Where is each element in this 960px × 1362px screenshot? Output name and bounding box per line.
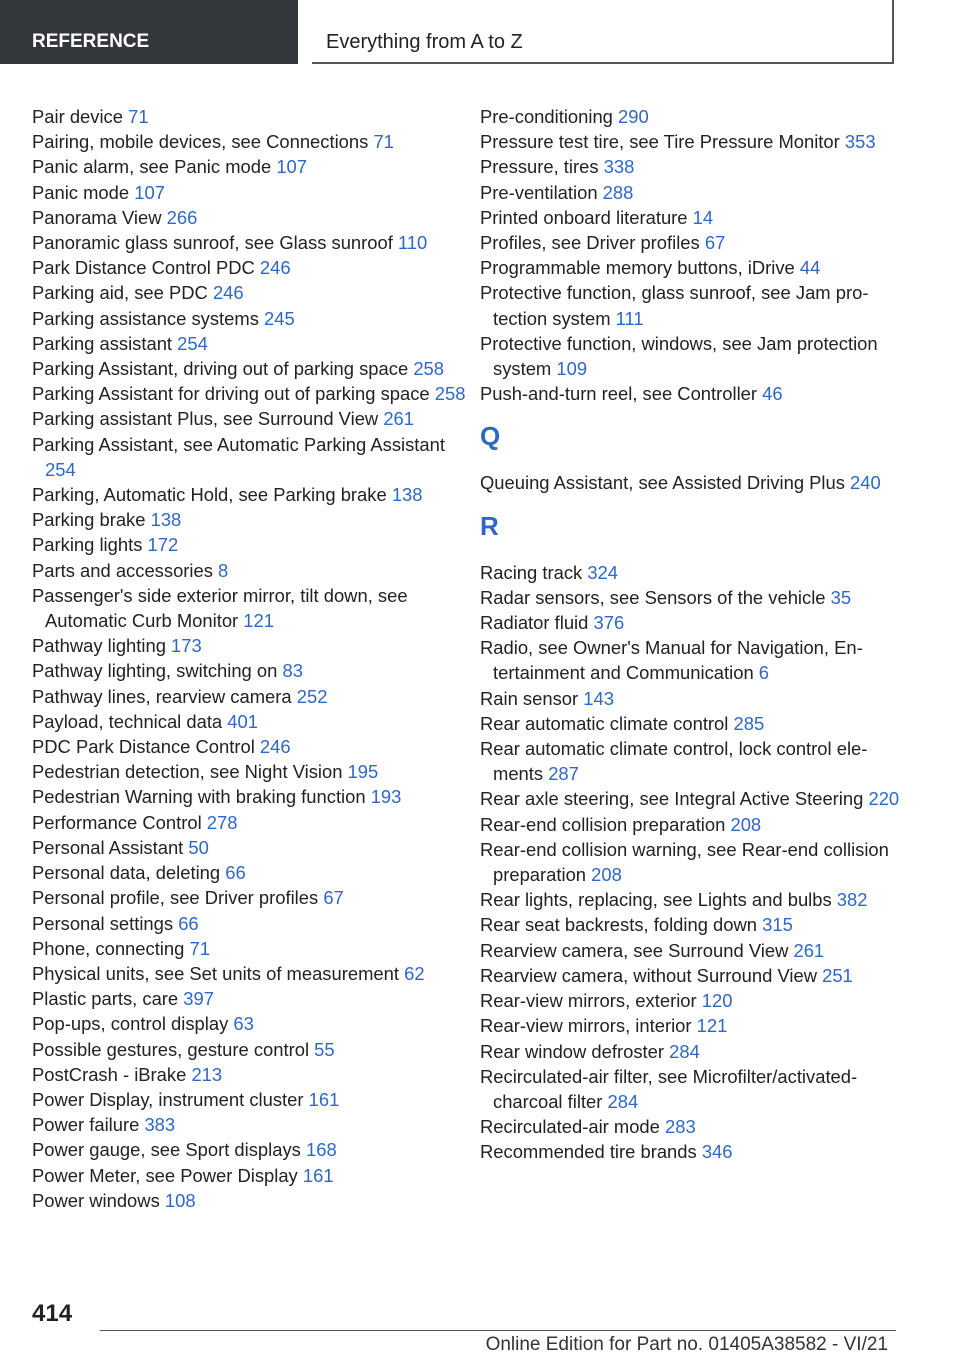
edition-info: Online Edition for Part no. 01405A38582 - VI/21 — [485, 1334, 888, 1355]
index-entry — [480, 812, 900, 837]
index-entry — [480, 786, 900, 811]
index-entry — [32, 280, 472, 305]
index-entry — [32, 1188, 472, 1213]
section-title: REFERENCE — [32, 31, 150, 52]
page-reference-link[interactable]: 246 — [259, 736, 291, 758]
page-reference-link[interactable]: 376 — [593, 612, 625, 634]
index-column-right — [480, 104, 900, 1165]
index-entry-term: Parts and accessories — [32, 559, 219, 581]
page-reference-link[interactable]: 383 — [144, 1114, 176, 1136]
index-entry — [32, 835, 472, 860]
index-entry-term: Rear-end collision warning, see Rear-end collision preparation — [480, 838, 889, 886]
page-reference-link[interactable]: 107 — [276, 156, 307, 178]
page-reference-link[interactable]: 62 — [404, 962, 425, 984]
page-reference-link[interactable]: 245 — [264, 307, 295, 329]
section-tab — [0, 0, 298, 64]
page-reference-link[interactable]: 67 — [704, 232, 726, 254]
index-entry — [480, 280, 900, 330]
index-entry-term: Rear automatic climate control — [480, 712, 734, 734]
footer-divider — [100, 1330, 896, 1331]
page-reference-link[interactable]: 290 — [618, 106, 649, 127]
index-entry-term: Racing track — [480, 561, 588, 583]
page-reference-link[interactable]: 266 — [166, 206, 198, 228]
index-entry — [480, 938, 900, 963]
page-reference-link[interactable]: 168 — [305, 1139, 337, 1161]
index-entry-term: Personal Assistant — [32, 836, 189, 858]
page-reference-link[interactable]: 121 — [243, 610, 274, 632]
index-entry-term: Queuing Assistant, see Assisted Driving Plus — [480, 472, 851, 494]
page-reference-link[interactable]: 346 — [701, 1141, 733, 1163]
page-reference-link[interactable]: 46 — [762, 383, 783, 405]
index-entry — [32, 860, 472, 885]
index-column-left — [32, 104, 472, 1213]
index-entry-term: Pressure test tire, see Tire Pressure Monitor — [480, 131, 845, 153]
index-entry-term: Programmable memory buttons, iDrive — [480, 257, 800, 279]
index-entry — [480, 129, 900, 154]
index-entry-term: Power Meter, see Power Display — [32, 1164, 303, 1186]
page-reference-link[interactable]: 66 — [225, 862, 246, 884]
index-entry-term: Physical units, see Set units of measurement — [32, 962, 405, 984]
index-entry — [480, 205, 900, 230]
index-entry — [32, 1037, 472, 1062]
page-reference-link[interactable]: 254 — [45, 458, 76, 480]
index-entry — [32, 432, 472, 482]
index-entry-term: PDC Park Distance Control — [32, 736, 260, 758]
index-entry — [480, 381, 900, 406]
page-reference-link[interactable]: 71 — [373, 131, 394, 153]
page-number: 414 — [32, 1300, 73, 1327]
index-entry — [32, 734, 472, 759]
index-entry — [32, 810, 472, 835]
index-entry — [32, 507, 472, 532]
page-reference-link[interactable]: 258 — [413, 358, 444, 380]
index-entry — [32, 205, 472, 230]
index-entry — [480, 154, 900, 179]
index-entry-term: Pair device — [32, 106, 129, 127]
index-entry-term: Panic alarm, see Panic mode — [32, 156, 277, 178]
index-entry-term: Pre-conditioning — [480, 106, 619, 127]
index-entry — [32, 658, 472, 683]
index-entry-term: Panoramic glass sunroof, see Glass sunroof — [32, 232, 398, 254]
index-entry-term: Recommended tire brands — [480, 1141, 702, 1163]
page-reference-link[interactable]: 246 — [259, 257, 291, 279]
page-reference-link[interactable]: 107 — [134, 181, 165, 203]
page-reference-link[interactable]: 71 — [189, 937, 210, 959]
index-entry-term: Rear-end collision preparation — [480, 813, 731, 835]
page-reference-link[interactable]: 284 — [669, 1040, 700, 1062]
page-reference-link[interactable]: 109 — [556, 358, 588, 380]
index-entry-term: Profiles, see Driver profiles — [480, 232, 705, 254]
index-entry — [32, 911, 472, 936]
index-entry — [32, 885, 472, 910]
index-entry — [480, 912, 900, 937]
index-entry — [480, 1039, 900, 1064]
index-entry — [480, 585, 900, 610]
index-entry-term: Push-and-turn reel, see Controller — [480, 383, 763, 405]
index-entry-term: Protective function, windows, see Jam protection system — [480, 332, 878, 380]
page-reference-link[interactable]: 213 — [191, 1063, 223, 1085]
index-entry-term: Rear seat backrests, folding down — [480, 914, 763, 936]
index-entry — [32, 230, 472, 255]
index-entry — [480, 1139, 900, 1164]
index-entry — [32, 936, 472, 961]
index-entry — [32, 331, 472, 356]
header-title: Everything from A to Z — [326, 31, 523, 53]
index-entry — [32, 1163, 472, 1188]
page-reference-link[interactable]: 315 — [762, 914, 793, 936]
index-entry — [32, 1062, 472, 1087]
index-entry — [32, 961, 472, 986]
page-reference-link[interactable]: 143 — [583, 687, 614, 709]
page-reference-link[interactable]: 208 — [591, 864, 622, 886]
page-reference-link[interactable]: 382 — [836, 889, 868, 911]
page-reference-link[interactable]: 50 — [188, 836, 209, 858]
index-entry-term: Pathway lines, rearview camera — [32, 685, 297, 707]
index-entry — [32, 255, 472, 280]
index-entry — [32, 684, 472, 709]
index-entry — [32, 406, 472, 431]
page-reference-link[interactable]: 278 — [206, 811, 238, 833]
index-entry — [32, 1112, 472, 1137]
page-reference-link[interactable]: 254 — [177, 332, 208, 354]
page-reference-link[interactable]: 173 — [171, 635, 202, 657]
index-entry — [32, 759, 472, 784]
index-entry-term: Rear window defroster — [480, 1040, 670, 1062]
index-entry-term: Pathway lighting — [32, 635, 172, 657]
index-entry-term: Rear automatic climate control, lock control elements — [480, 738, 868, 785]
index-entry-term: Parking brake — [32, 509, 151, 531]
index-entry-term: Rear axle steering, see Integral Active Steering — [480, 788, 869, 810]
index-entry — [480, 255, 900, 280]
page-reference-link[interactable]: 397 — [183, 988, 214, 1010]
page-reference-link[interactable]: 172 — [147, 534, 179, 556]
index-entry — [480, 635, 900, 685]
index-entry-term: Parking Assistant, driving out of parking space — [32, 358, 414, 380]
index-entry — [32, 532, 472, 557]
page-reference-link[interactable]: 108 — [164, 1189, 196, 1211]
index-entry-term: Pathway lighting, switching on — [32, 660, 283, 682]
index-entry — [32, 482, 472, 507]
index-entry-term: Pre-ventilation — [480, 181, 603, 203]
page-reference-link[interactable]: 110 — [397, 232, 428, 254]
index-entry-term: Personal data, deleting — [32, 862, 226, 884]
index-entry-term: Parking assistant — [32, 332, 178, 354]
index-entry-term: Panorama View — [32, 206, 167, 228]
index-entry-term: Performance Control — [32, 811, 207, 833]
index-entry-term: Park Distance Control PDC — [32, 257, 260, 279]
page-reference-link[interactable]: 138 — [150, 509, 182, 531]
index-entry — [32, 558, 472, 583]
index-group-r — [480, 560, 900, 1165]
page-reference-link[interactable]: 258 — [434, 383, 466, 405]
page-reference-link[interactable]: 284 — [607, 1090, 639, 1112]
page-reference-link[interactable]: 66 — [178, 912, 199, 934]
index-entry — [480, 837, 900, 887]
index-entry — [32, 1087, 472, 1112]
index-entry — [480, 1114, 900, 1139]
page-reference-link[interactable]: 67 — [323, 887, 344, 909]
index-entry — [32, 129, 472, 154]
page-reference-link[interactable]: 161 — [302, 1164, 334, 1186]
page-reference-link[interactable]: 252 — [296, 685, 328, 707]
index-entry — [480, 988, 900, 1013]
index-entry-term: Radiator fluid — [480, 612, 594, 634]
page-reference-link[interactable]: 288 — [602, 181, 634, 203]
index-entry-term: Parking aid, see PDC — [32, 282, 213, 304]
page-reference-link[interactable]: 44 — [799, 257, 821, 279]
index-entry-term: Rear lights, replacing, see Lights and bulbs — [480, 889, 837, 911]
index-entry-term: Possible gestures, gesture control — [32, 1038, 315, 1060]
page-reference-link[interactable]: 251 — [822, 964, 853, 986]
page-reference-link[interactable]: 63 — [233, 1013, 254, 1035]
index-entry — [480, 736, 900, 786]
page-reference-link[interactable]: 261 — [793, 939, 825, 961]
page-reference-link[interactable]: 83 — [282, 660, 303, 682]
index-entry-term: Parking assistant Plus, see Surround View — [32, 408, 384, 430]
index-group-q — [480, 470, 900, 495]
page-reference-link[interactable]: 6 — [758, 662, 770, 684]
page-reference-link[interactable]: 324 — [587, 561, 619, 583]
index-entry-term: Pairing, mobile devices, see Connections — [32, 131, 374, 153]
page-reference-link[interactable]: 14 — [692, 206, 714, 228]
index-entry — [480, 686, 900, 711]
index-entry — [32, 709, 472, 734]
index-entry-term: Radar sensors, see Sensors of the vehicle — [480, 586, 831, 608]
page-reference-link[interactable]: 55 — [314, 1038, 335, 1060]
index-entry — [32, 583, 472, 633]
page-reference-link[interactable]: 121 — [696, 1015, 728, 1037]
index-entry-term: Rearview camera, without Surround View — [480, 964, 823, 986]
index-entry-term: Passenger's side exterior mirror, tilt down, see Automatic Curb Monitor — [32, 584, 408, 632]
index-entry-term: Payload, technical data — [32, 710, 228, 732]
index-entry-term: Phone, connecting — [32, 937, 190, 959]
index-entry-term: Parking Assistant for driving out of parking space — [32, 383, 435, 405]
index-entry — [480, 963, 900, 988]
index-entry — [32, 356, 472, 381]
index-entry-term: Printed onboard literature — [480, 206, 693, 228]
index-entry-term: Rain sensor — [480, 687, 584, 709]
index-entry-term: Power windows — [32, 1189, 165, 1211]
index-entry-term: Personal settings — [32, 912, 179, 934]
index-entry-term: Rearview camera, see Surround View — [480, 939, 794, 961]
index-entry-term: Parking Assistant, see Automatic Parking Assistant — [32, 433, 445, 455]
index-entry-term: Rear-view mirrors, interior — [480, 1015, 697, 1037]
page-reference-link[interactable]: 35 — [830, 586, 852, 608]
page-reference-link[interactable]: 283 — [665, 1116, 696, 1138]
index-entry — [480, 1064, 900, 1114]
page-reference-link[interactable]: 111 — [615, 307, 644, 329]
index-entry — [480, 610, 900, 635]
index-entry-term: Plastic parts, care — [32, 988, 184, 1010]
index-letter-q: Q — [480, 421, 501, 452]
page-reference-link[interactable]: 161 — [308, 1088, 340, 1110]
page-reference-link[interactable]: 285 — [733, 712, 765, 734]
page-reference-link[interactable]: 208 — [730, 813, 762, 835]
index-entry — [32, 180, 472, 205]
page-reference-link[interactable]: 240 — [850, 472, 881, 494]
index-entry — [32, 381, 472, 406]
index-entry — [32, 306, 472, 331]
index-entry — [32, 633, 472, 658]
index-entry-term: Recirculated-air filter, see Microfilter/activated-charcoal filter — [480, 1065, 858, 1112]
page-reference-link[interactable]: 287 — [548, 763, 579, 785]
index-entry — [480, 711, 900, 736]
page-reference-link[interactable]: 401 — [227, 710, 258, 732]
page-reference-link[interactable]: 8 — [218, 559, 229, 581]
index-entry — [480, 560, 900, 585]
page-reference-link[interactable]: 338 — [603, 156, 635, 178]
index-entry — [32, 784, 472, 809]
index-entry-term: Radio, see Owner's Manual for Navigation, Entertainment and Communication — [480, 637, 863, 684]
index-letter-r: R — [480, 510, 499, 541]
index-group-p — [480, 104, 900, 406]
index-entry-term: Personal profile, see Driver profiles — [32, 887, 324, 909]
index-entry — [32, 104, 472, 129]
index-entry — [32, 154, 472, 179]
index-entry — [480, 230, 900, 255]
index-entry-term: Parking, Automatic Hold, see Parking brake — [32, 484, 392, 506]
page-reference-link[interactable]: 261 — [383, 408, 414, 430]
index-entry — [480, 331, 900, 381]
index-entry-term: PostCrash - iBrake — [32, 1063, 192, 1085]
page-reference-link[interactable]: 246 — [212, 282, 244, 304]
index-entry-term: Power gauge, see Sport displays — [32, 1139, 306, 1161]
index-entry — [480, 887, 900, 912]
index-entry-term: Pedestrian detection, see Night Vision — [32, 761, 348, 783]
index-entry-term: Protective function, glass sunroof, see Jam protection system — [480, 282, 869, 329]
index-entry — [32, 1011, 472, 1036]
index-entry — [480, 470, 900, 495]
index-entry — [32, 1137, 472, 1162]
page-reference-link[interactable]: 353 — [844, 131, 876, 153]
index-entry — [480, 104, 900, 129]
index-entry — [480, 1013, 900, 1038]
index-entry-term: Parking lights — [32, 534, 148, 556]
index-entry-term: Pressure, tires — [480, 156, 604, 178]
page-reference-link[interactable]: 71 — [128, 106, 149, 127]
index-entry-term: Pop-ups, control display — [32, 1013, 234, 1035]
index-entry — [480, 180, 900, 205]
page-reference-link[interactable]: 220 — [868, 788, 900, 810]
index-entry-term: Panic mode — [32, 181, 135, 203]
index-entry-term: Power Display, instrument cluster — [32, 1088, 309, 1110]
page-reference-link[interactable]: 195 — [347, 761, 379, 783]
index-entry-term: Power failure — [32, 1114, 145, 1136]
index-entry-term: Recirculated-air mode — [480, 1116, 666, 1138]
index-entry-term: Rear-view mirrors, exterior — [480, 990, 702, 1012]
page-reference-link[interactable]: 193 — [370, 786, 402, 808]
index-entry — [32, 986, 472, 1011]
index-entry-term: Pedestrian Warning with braking function — [32, 786, 371, 808]
page-reference-link[interactable]: 120 — [701, 990, 733, 1012]
index-entry-term: Parking assistance systems — [32, 307, 265, 329]
page-reference-link[interactable]: 138 — [391, 484, 423, 506]
page-header — [312, 0, 894, 64]
